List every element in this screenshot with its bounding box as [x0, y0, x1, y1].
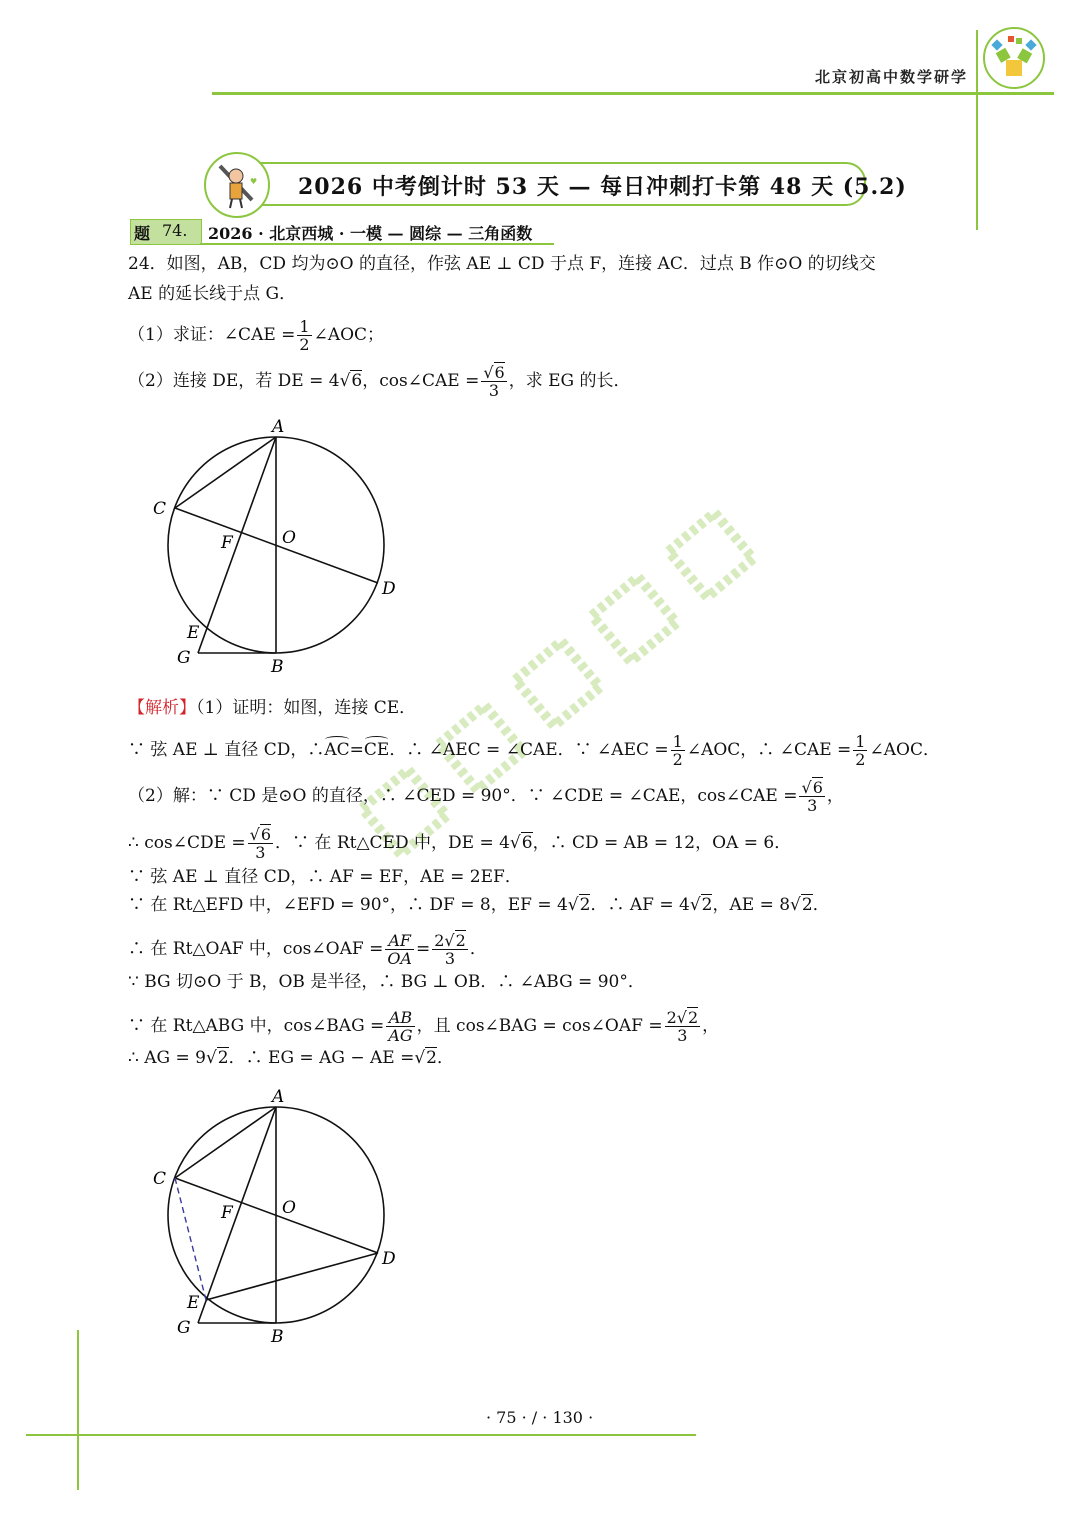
radicand: 2 [687, 1008, 699, 1027]
line-ag [198, 437, 276, 653]
tree-logo-icon [982, 26, 1046, 90]
sqrt-sign: √ [249, 825, 260, 844]
sol-text: = [415, 939, 431, 959]
label-d: D [382, 579, 396, 599]
solution-line-3 [128, 779, 844, 814]
frac-den: AG [388, 1026, 413, 1045]
sqrt-sign: √ [689, 895, 701, 915]
label-e: E [187, 623, 200, 643]
fraction-sqrt6-over-3 [799, 779, 824, 814]
fraction-sqrt6-over-3 [481, 364, 506, 399]
solution-line-1 [128, 697, 416, 719]
coef: 2 [666, 1008, 677, 1027]
part2-suffix: ，求 EG 的长． [508, 371, 631, 391]
problem-part-2 [128, 364, 631, 399]
sqrt-sign: √ [483, 363, 494, 382]
solution-line-10 [128, 1047, 454, 1069]
frac-den: 2 [855, 750, 866, 769]
label-b: B [271, 1327, 284, 1347]
label-c: C [153, 1169, 167, 1189]
label-g: G [177, 648, 191, 668]
sol-text: ∠AOC． [869, 740, 940, 760]
fraction-sqrt6-over-3 [248, 826, 273, 861]
chord-de [206, 1253, 378, 1300]
sol-text: ∴ cos∠CDE = [128, 833, 246, 853]
frac-num: 1 [672, 732, 683, 751]
frac-den: 3 [255, 843, 266, 862]
problem-stem-line-2: AE 的延长线于点 G． [128, 284, 297, 304]
label-c: C [153, 499, 167, 519]
radicand: 2 [801, 895, 813, 915]
solution-line-9 [128, 1009, 719, 1044]
figure-2 [140, 1080, 420, 1350]
frac-num: 1 [855, 732, 866, 751]
frac-den: 3 [807, 796, 818, 815]
frac-num [432, 932, 468, 950]
solution-tag: 【解析】 [128, 698, 196, 718]
fraction-ab-over-ag [386, 1009, 414, 1044]
part1-prefix: （1）求证：∠CAE = [128, 325, 296, 345]
frac-den: OA [387, 949, 412, 968]
sqrt-sign: √ [567, 895, 579, 915]
label-a: A [272, 1087, 285, 1107]
part1-suffix: ∠AOC； [313, 325, 385, 345]
problem-tag-label: 题 [134, 224, 151, 243]
radicand: 2 [579, 895, 591, 915]
problem-source: 2026 · 北京西城 · 一模 — 圆综 — 三角函数 [208, 224, 533, 243]
sqrt-sign: √ [676, 1008, 687, 1027]
part2-prefix: （2）连接 DE，若 DE = 4 [128, 371, 340, 391]
header-rule [212, 92, 1054, 95]
radicand: 2 [217, 1048, 229, 1068]
label-o: O [282, 1198, 296, 1218]
sqrt-sign: √ [801, 778, 812, 797]
frac-num [665, 1009, 701, 1027]
frac-den: 2 [299, 335, 310, 354]
solution-line-7 [128, 932, 487, 967]
problem-source-underline [200, 243, 554, 245]
label-b: B [271, 657, 284, 677]
part2-mid: ，cos∠CAE = [362, 371, 480, 391]
label-a: A [272, 417, 285, 437]
solution-line-6 [128, 894, 830, 916]
sqrt-sign: √ [414, 1048, 426, 1068]
header-vertical-rule [976, 30, 978, 230]
radicand: 6 [494, 363, 505, 382]
page-number: · 75 · / · 130 · [486, 1408, 594, 1427]
sol-text: ． [812, 895, 830, 915]
frac-den: 2 [672, 750, 683, 769]
arc-ac: AC [324, 740, 350, 760]
frac-num: 1 [299, 317, 310, 336]
sqrt-sign: √ [444, 931, 455, 950]
sol-text: ∴ 在 Rt△OAF 中，cos∠OAF = [128, 939, 384, 959]
sol-text: （2）解：∵ CD 是⊙O 的直径，∴ ∠CED = 90°．∵ ∠CDE = ∠CAE，cos∠CAE = [128, 786, 798, 806]
frac-num: AB [386, 1009, 414, 1027]
solution-line-5: ∵ 弦 AE ⊥ 直径 CD，∴ AF = EF，AE = 2EF． [128, 867, 522, 887]
label-o: O [282, 528, 296, 548]
page-title: 2026 中考倒计时 53 天 — 每日冲刺打卡第 48 天 (5.2) [298, 174, 907, 200]
frac-den: 3 [444, 949, 456, 968]
frac-num: AF [385, 932, 414, 950]
solution-line-8: ∵ BG 切⊙O 于 B，OB 是半径，∴ BG ⊥ OB．∴ ∠ABG = 90°． [128, 972, 645, 992]
sol-text: ，∴ CD = AB = 12，OA = 6． [532, 833, 792, 853]
label-g: G [177, 1318, 191, 1338]
chord-ac [175, 437, 276, 508]
radicand: 6 [351, 371, 363, 391]
arc-ce: CE [363, 740, 390, 760]
frac-num [248, 826, 273, 844]
radicand: 6 [521, 833, 533, 853]
sol-text: ．∵ 在 Rt△CED 中，DE = 4 [275, 833, 510, 853]
sqrt-sign: √ [339, 371, 351, 391]
fraction-af-over-oa [385, 932, 414, 967]
sol-text: ∵ 弦 AE ⊥ 直径 CD，∴ [128, 740, 325, 760]
problem-stem-line-1: 24．如图，AB，CD 均为⊙O 的直径，作弦 AE ⊥ CD 于点 F，连接 AC．过点 B 作⊙O 的切线交 [128, 254, 876, 274]
fraction-2sqrt2-over-3 [432, 932, 468, 967]
sol-text: ．∴ AF = 4 [590, 895, 690, 915]
coef: 2 [434, 931, 445, 950]
sol-text: ，AE = 8 [712, 895, 791, 915]
problem-number: 74. [162, 221, 188, 240]
fraction-half [671, 733, 685, 768]
sol-text: ．∴ ∠AEC = ∠CAE．∵ ∠AEC = [389, 740, 669, 760]
sol-text: ∵ 在 Rt△EFD 中，∠EFD = 90°，∴ DF = 8，EF = 4 [128, 895, 568, 915]
footer-rule [26, 1434, 696, 1436]
solution-line-2 [128, 733, 940, 768]
sol-text: ．∴ EG = AG − AE = [228, 1048, 415, 1068]
brand-name: 北京初高中数学研学 [814, 68, 968, 86]
solution-line-4 [128, 826, 791, 861]
label-f: F [221, 533, 233, 553]
solution-text: （1）证明：如图，连接 CE． [196, 698, 417, 718]
sol-text: ∵ 在 Rt△ABG 中，cos∠BAG = [128, 1016, 385, 1036]
student-mascot-icon [204, 152, 270, 218]
sqrt-sign: √ [790, 895, 801, 915]
frac-den: 3 [488, 381, 500, 400]
label-d: D [382, 1249, 396, 1269]
radicand: 2 [455, 931, 466, 950]
fraction-half [853, 733, 867, 768]
sol-text: ． [469, 939, 487, 959]
chord-ac [175, 1107, 276, 1178]
radicand: 6 [260, 825, 272, 844]
sol-text: ， [826, 786, 844, 806]
sol-text: ， [702, 1016, 720, 1036]
sqrt-sign: √ [509, 833, 521, 853]
sqrt-sign: √ [205, 1048, 217, 1068]
sol-text: ∠AOC，∴ ∠CAE = [686, 740, 852, 760]
fraction-half [297, 318, 311, 353]
label-f: F [221, 1203, 233, 1223]
fraction-2sqrt2-over-3 [665, 1009, 701, 1044]
frac-num [481, 364, 506, 382]
problem-part-1 [128, 318, 384, 353]
sol-text: ． [437, 1048, 454, 1068]
svg-text:♥: ♥ [250, 177, 258, 186]
figure-1 [140, 410, 420, 680]
sol-text: ∴ AG = 9 [128, 1048, 206, 1068]
line-ag [198, 1107, 276, 1323]
sol-text: ，且 cos∠BAG = cos∠OAF = [416, 1016, 663, 1036]
frac-den: 3 [677, 1026, 688, 1045]
title-banner [236, 162, 907, 206]
radicand: 6 [812, 778, 823, 797]
label-e: E [187, 1293, 200, 1313]
sol-text: = [349, 740, 364, 760]
radicand: 2 [426, 1048, 437, 1068]
frac-num [799, 779, 824, 797]
radicand: 2 [701, 895, 713, 915]
footer-vertical-rule [77, 1330, 79, 1490]
